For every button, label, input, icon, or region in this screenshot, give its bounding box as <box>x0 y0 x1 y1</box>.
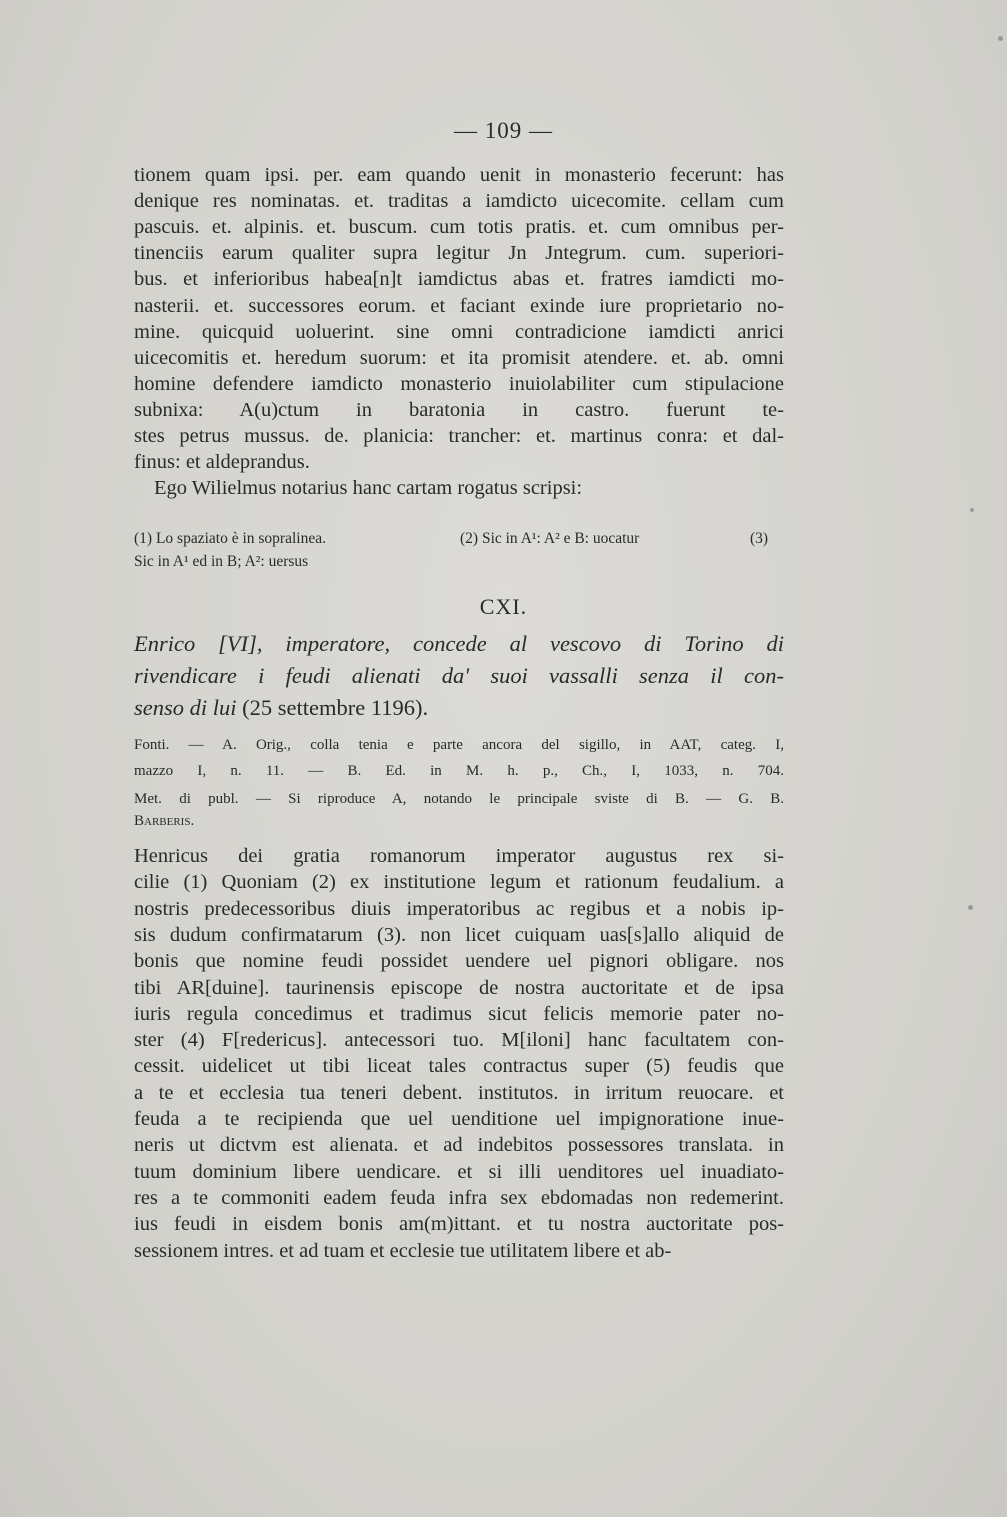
document-number: CXI. <box>479 594 528 619</box>
document-line: iuris regula concedimus et tradimus sicut felicis memorie pater no- <box>134 1002 784 1025</box>
sources-line: Fonti. — A. Orig., colla tenia e parte ancora del sigillo, in AAT, categ. I, <box>134 737 784 753</box>
scan-speck <box>968 905 973 910</box>
body-line: bus. et inferioribus habea[n]t iamdictus abas et. fratres iamdicti mo- <box>134 268 784 291</box>
footnote-1: (1) Lo spaziato è in sopralinea. <box>134 530 326 547</box>
body-line: tinenciis earum qualiter supra legitur Jn Jntegrum. cum. superiori- <box>134 242 784 265</box>
body-line: finus: et aldeprandus. <box>134 451 310 474</box>
document-line: res a te commoniti eadem feuda infra sex ebdomadas non redemerint. <box>134 1186 784 1209</box>
sources-line: mazzo I, n. 11. — B. Ed. in M. h. p., Ch., I, 1033, n. 704. <box>134 763 784 779</box>
body-line: Ego Wilielmus notarius hanc cartam rogatus scripsi: <box>154 477 583 500</box>
document-line: neris ut dictvm est alienata. et ad indebitos possessores translata. in <box>134 1134 784 1157</box>
scan-speck <box>970 508 974 512</box>
document-line: a te et ecclesia tua teneri debent. institutos. in irritum reuocare. et <box>134 1081 784 1104</box>
body-line: tionem quam ipsi. per. eam quando uenit in monasterio fecerunt: has <box>134 164 784 186</box>
footnote-line <box>134 528 784 550</box>
document-line: sis dudum confirmatarum (3). non licet cuiquam uas[s]allo aliquid de <box>134 923 784 946</box>
title-line: rivendicare i feudi alienati da' suoi vassalli senza il con- <box>134 663 784 688</box>
document-line: bonis que nomine feudi possidet uendere uel pignori obligare. nos <box>134 950 784 973</box>
footnote-line: Sic in A¹ ed in B; A²: uersus <box>134 553 309 570</box>
document-line: nostris predecessoribus diuis imperatoribus ac regibus et a nobis ip- <box>134 897 784 920</box>
publication-note-line: Barberis. <box>134 813 195 829</box>
footnote-3-marker: (3) <box>750 530 769 547</box>
body-line: mine. quicquid uoluerint. sine omni contradicione iamdicti anrici <box>134 320 784 343</box>
document-line: Henricus dei gratia romanorum imperator augustus rex si- <box>134 845 784 867</box>
body-line: homine defendere iamdicto monasterio inuiolabiliter cum stipulacione <box>134 372 784 395</box>
document-line: sessionem intres. et ad tuam et ecclesie tue utilitatem libere et ab- <box>134 1239 672 1262</box>
scan-speck <box>998 36 1003 41</box>
footnote-2: (2) Sic in A¹: A² e B: uocatur <box>460 530 640 547</box>
publication-note-line: Met. di publ. — Si riproduce A, notando le principale sviste di B. — G. B. <box>134 791 784 807</box>
body-line: nasterii. et. successores eorum. et faciant exinde iure proprietario no- <box>134 294 784 317</box>
body-line: pascuis. et. alpinis. et. buscum. cum totis pratis. et. cum omnibus per- <box>134 216 784 239</box>
body-line: uicecomitis et. heredum suorum: et ita promisit atendere. et. ab. omni <box>134 346 784 369</box>
title-date: (25 settembre 1196). <box>242 695 429 720</box>
body-line: subnixa: A(u)ctum in baratonia in castro. fuerunt te- <box>134 398 784 421</box>
document-line: cessit. uidelicet ut tibi liceat tales contractus super (5) feudis que <box>134 1055 784 1078</box>
document-line: tibi AR[duine]. taurinensis episcope de nostra auctoritate et de ipsa <box>134 976 784 999</box>
page-number: — 109 — <box>454 118 553 143</box>
document-line: ster (4) F[redericus]. antecessori tuo. M[iloni] hanc facultatem con- <box>134 1029 784 1052</box>
body-line: stes petrus mussus. de. planicia: trancher: et. martinus conra: et dal- <box>134 425 784 447</box>
title-text: senso di lui <box>134 695 237 720</box>
title-line <box>134 692 784 724</box>
body-line: denique res nominatas. et. traditas a iamdicto uicecomite. cellam cum <box>134 190 784 213</box>
title-line: Enrico [VI], imperatore, concede al vescovo di Torino di <box>134 631 784 656</box>
document-line: tuum dominium libere uendicare. et si illi uenditores uel inuadiato- <box>134 1160 784 1183</box>
document-line: cilie (1) Quoniam (2) ex institutione legum et rationum feudalium. a <box>134 871 784 894</box>
document-line: ius feudi in eisdem bonis am(m)ittant. et tu nostra auctoritate pos- <box>134 1213 784 1236</box>
document-line: feuda a te recipienda que uel uenditione uel impignoratione inue- <box>134 1108 784 1130</box>
